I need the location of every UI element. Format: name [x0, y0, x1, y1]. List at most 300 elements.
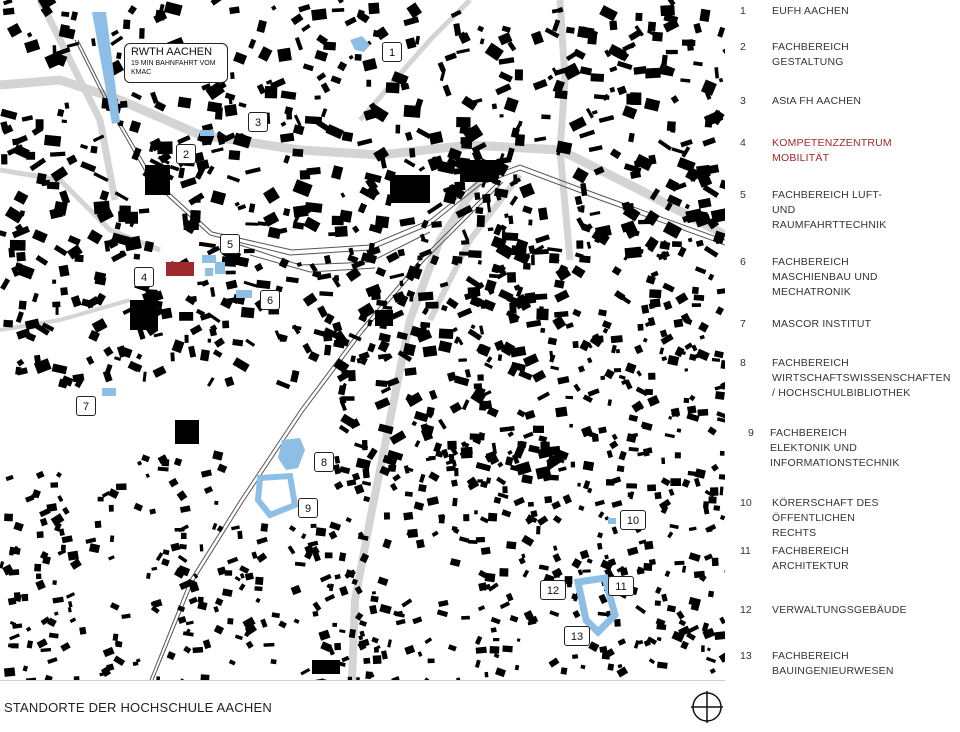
building-footprint: [719, 78, 723, 83]
building-footprint: [133, 661, 139, 666]
building-footprint: [382, 539, 391, 549]
building-footprint: [631, 401, 644, 413]
building-footprint: [696, 240, 704, 247]
building-footprint: [477, 374, 483, 380]
building-footprint: [547, 462, 551, 469]
building-footprint: [329, 531, 338, 540]
building-footprint: [686, 413, 699, 422]
building-footprint: [515, 69, 523, 80]
building-footprint: [103, 346, 113, 356]
building-footprint: [537, 515, 548, 525]
building-footprint: [675, 452, 681, 458]
building-footprint: [724, 569, 725, 576]
building-footprint: [348, 677, 352, 680]
building-footprint: [283, 208, 290, 216]
building-footprint: [619, 451, 627, 461]
building-footprint: [373, 655, 382, 664]
building-footprint: [272, 612, 280, 618]
map-label-3[interactable]: 3: [248, 112, 268, 132]
building-footprint: [367, 343, 376, 353]
building-footprint: [492, 103, 497, 109]
building-footprint: [231, 525, 240, 530]
building-footprint: [643, 338, 648, 343]
building-footprint: [355, 54, 362, 61]
map-label-5[interactable]: 5: [220, 234, 240, 254]
building-footprint: [660, 5, 675, 16]
building-footprint: [498, 354, 502, 361]
legend-number: 7: [740, 318, 746, 330]
building-footprint: [183, 631, 194, 636]
building-footprint: [470, 324, 475, 329]
building-footprint: [443, 85, 452, 97]
building-footprint: [255, 577, 263, 585]
building-footprint: [4, 514, 13, 522]
building-footprint: [193, 647, 204, 653]
building-footprint: [226, 271, 236, 275]
building-footprint: [717, 27, 725, 38]
building-footprint: [207, 377, 215, 387]
building-footprint: [474, 383, 482, 389]
building-footprint: [526, 320, 541, 328]
building-footprint: [658, 139, 672, 151]
building-footprint: [689, 597, 701, 607]
building-footprint: [569, 424, 573, 428]
building-footprint: [26, 152, 35, 160]
building-footprint: [446, 466, 456, 472]
legend-text: KOMPETENZZENTRUM MOBILITÄT: [772, 137, 892, 164]
building-footprint: [719, 180, 725, 190]
building-footprint: [528, 220, 532, 226]
building-footprint: [454, 181, 465, 190]
building-footprint: [622, 295, 625, 299]
building-footprint: [146, 573, 151, 579]
legend-number: 9: [748, 427, 754, 439]
building-footprint: [587, 242, 592, 249]
building-footprint: [52, 302, 60, 308]
building-footprint: [52, 597, 63, 604]
building-footprint: [533, 79, 548, 90]
building-footprint: [602, 651, 611, 660]
building-footprint: [628, 203, 634, 212]
building-footprint: [429, 390, 438, 400]
building-footprint: [558, 466, 567, 471]
building-footprint: [292, 325, 302, 330]
building-footprint: [688, 238, 693, 243]
building-footprint: [80, 161, 96, 172]
building-footprint: [516, 461, 532, 475]
building-footprint: [500, 114, 504, 118]
building-footprint: [358, 203, 367, 214]
building-footprint: [612, 476, 621, 484]
building-footprint: [317, 305, 328, 318]
legend-text: FACHBEREICH WIRTSCHAFTSWISSENSCHAFTEN / HOCHSCHULBIBLIOTHEK: [772, 357, 951, 399]
building-footprint: [575, 252, 584, 258]
building-footprint: [463, 514, 469, 521]
building-footprint: [399, 217, 415, 226]
building-footprint: [406, 2, 422, 18]
building-footprint: [418, 292, 434, 301]
building-footprint: [197, 601, 207, 610]
building-footprint: [10, 240, 26, 251]
legend-number: 4: [740, 137, 746, 149]
building-footprint: [35, 580, 46, 591]
building-footprint: [37, 638, 48, 648]
building-footprint: [292, 149, 303, 157]
building-footprint: [156, 676, 160, 680]
building-footprint: [178, 555, 188, 563]
rwth-callout: [124, 43, 228, 83]
building-footprint: [110, 36, 123, 46]
building-footprint: [5, 206, 24, 223]
building-footprint: [200, 349, 210, 361]
building-footprint: [459, 252, 469, 256]
building-footprint: [475, 660, 481, 668]
building-footprint: [93, 172, 108, 182]
building-footprint: [405, 132, 413, 141]
building-footprint: [554, 311, 568, 318]
building-footprint: [678, 619, 686, 626]
map-label-13[interactable]: 13: [564, 626, 590, 646]
building-footprint: [682, 566, 686, 573]
campus-building-10: [608, 518, 616, 524]
highlight-building-kompetenzzentrum: [166, 262, 194, 276]
campus-building-9: [258, 476, 295, 515]
building-footprint: [303, 63, 314, 71]
building-footprint: [517, 441, 522, 446]
building-footprint: [647, 484, 656, 491]
building-footprint: [286, 277, 299, 284]
building-footprint: [502, 645, 512, 652]
building-footprint: [485, 573, 496, 582]
building-footprint: [476, 647, 487, 654]
building-footprint: [212, 450, 223, 460]
building-footprint: [362, 58, 377, 71]
building-footprint: [682, 479, 691, 488]
building-footprint: [579, 340, 590, 352]
building-footprint: [513, 497, 525, 506]
building-footprint: [553, 553, 562, 562]
building-footprint: [378, 333, 390, 343]
building-footprint: [146, 289, 158, 295]
building-footprint: [174, 458, 182, 466]
building-footprint: [14, 592, 21, 598]
building-footprint: [523, 432, 534, 439]
building-footprint: [188, 346, 196, 358]
map-label-10[interactable]: 10: [620, 510, 646, 530]
legend-text: FACHBEREICH BAUINGENIEURWESEN: [772, 650, 894, 677]
building-footprint: [381, 386, 391, 394]
building-footprint: [340, 192, 345, 198]
building-footprint: [451, 479, 458, 486]
building-footprint: [663, 301, 672, 311]
building-footprint: [339, 210, 352, 223]
building-footprint: [27, 32, 33, 38]
building-footprint: [713, 505, 720, 511]
building-footprint: [453, 23, 461, 36]
building-footprint: [59, 265, 70, 277]
building-footprint: [534, 136, 546, 142]
building-footprint: [404, 465, 410, 474]
building-footprint: [628, 29, 642, 41]
building-footprint: [465, 369, 471, 378]
building-footprint: [571, 462, 575, 468]
building-footprint: [483, 400, 493, 409]
building-footprint: [46, 503, 57, 512]
building-footprint: [217, 525, 224, 532]
building-footprint: [115, 222, 122, 229]
building-footprint: [314, 272, 321, 276]
building-footprint: [565, 322, 573, 329]
building-footprint: [0, 278, 10, 290]
building-footprint: [245, 339, 255, 347]
building-footprint: [363, 496, 370, 502]
building-footprint: [211, 0, 226, 6]
building-footprint: [611, 500, 622, 508]
building-footprint: [458, 358, 467, 362]
building-footprint: [415, 36, 420, 45]
building-footprint: [23, 665, 28, 671]
building-footprint: [60, 287, 68, 295]
building-footprint: [524, 410, 535, 420]
building-footprint: [271, 5, 277, 11]
building-footprint: [682, 40, 695, 47]
building-footprint: [350, 355, 356, 362]
building-footprint: [579, 130, 595, 139]
building-footprint: [478, 260, 482, 265]
building-footprint: [714, 67, 719, 78]
building-footprint: [474, 192, 480, 200]
legend-text: VERWALTUNGSGEBÄUDE: [772, 604, 907, 616]
building-footprint: [522, 570, 529, 578]
building-footprint: [491, 617, 501, 624]
building-footprint: [523, 353, 539, 367]
legend-text: KÖRERSCHAFT DES ÖFFENTLICHEN RECHTS: [772, 497, 879, 539]
building-footprint: [515, 665, 520, 671]
building-footprint: [665, 433, 675, 438]
building-footprint: [666, 50, 678, 54]
building-footprint: [235, 256, 249, 267]
building-footprint: [677, 428, 682, 432]
building-footprint: [92, 318, 108, 333]
building-footprint: [339, 586, 348, 596]
building-footprint: [158, 467, 169, 472]
building-footprint: [506, 541, 516, 549]
building-footprint: [538, 435, 547, 442]
building-footprint: [477, 26, 484, 33]
building-footprint: [177, 490, 188, 501]
building-footprint: [281, 121, 287, 127]
building-footprint: [502, 231, 505, 242]
building-footprint: [719, 474, 725, 480]
map-label-4[interactable]: 4: [134, 267, 154, 287]
building-footprint: [141, 454, 150, 462]
building-footprint: [222, 588, 233, 596]
building-footprint: [348, 370, 356, 381]
building-footprint: [291, 13, 304, 25]
building-footprint: [245, 222, 258, 225]
building-footprint: [143, 372, 147, 382]
building-footprint: [375, 26, 389, 40]
building-footprint: [461, 139, 472, 149]
building-footprint: [654, 492, 661, 499]
building-footprint: [425, 302, 438, 309]
building-footprint: [362, 481, 371, 486]
building-footprint: [222, 321, 229, 329]
legend-text: EUFH AACHEN: [772, 5, 849, 17]
building-footprint: [603, 328, 609, 334]
building-footprint: [580, 66, 592, 75]
building-footprint: [572, 654, 578, 659]
building-footprint: [616, 667, 628, 678]
building-footprint: [717, 417, 725, 423]
building-footprint: [68, 235, 81, 245]
map-label-11[interactable]: 11: [608, 576, 634, 596]
building-footprint: [281, 91, 297, 100]
building-footprint: [113, 656, 125, 667]
building-footprint: [488, 227, 494, 231]
building-footprint: [226, 280, 238, 290]
building-footprint: [212, 523, 217, 530]
building-footprint: [423, 345, 438, 357]
building-footprint: [229, 659, 236, 665]
building-footprint: [551, 501, 561, 510]
building-footprint: [36, 471, 45, 479]
building-footprint: [167, 651, 176, 660]
building-footprint: [213, 349, 223, 358]
building-footprint: [528, 445, 540, 454]
large-building-footprint: [145, 165, 170, 195]
building-footprint: [303, 343, 313, 354]
building-footprint: [334, 481, 343, 490]
building-footprint: [665, 570, 671, 577]
building-footprint: [424, 637, 432, 644]
building-footprint: [103, 370, 113, 382]
building-footprint: [372, 591, 376, 595]
building-footprint: [689, 395, 695, 401]
building-footprint: [235, 635, 243, 641]
building-footprint: [630, 170, 641, 179]
building-footprint: [14, 135, 28, 145]
building-footprint: [645, 389, 653, 395]
building-footprint: [286, 107, 292, 119]
building-footprint: [339, 466, 350, 474]
building-footprint: [707, 527, 712, 532]
large-building-footprint: [175, 420, 199, 444]
building-footprint: [375, 215, 389, 228]
building-footprint: [256, 553, 267, 563]
building-footprint: [536, 526, 540, 534]
building-footprint: [637, 452, 645, 457]
building-footprint: [300, 668, 310, 675]
building-footprint: [689, 552, 701, 562]
building-footprint: [342, 131, 354, 141]
building-footprint: [414, 501, 425, 510]
building-footprint: [629, 447, 639, 452]
building-footprint: [32, 293, 39, 303]
building-footprint: [680, 139, 693, 147]
building-footprint: [3, 0, 13, 5]
building-footprint: [16, 252, 26, 262]
building-footprint: [314, 50, 328, 62]
building-footprint: [417, 255, 422, 260]
building-footprint: [437, 609, 448, 617]
building-footprint: [52, 280, 56, 284]
map-label-1[interactable]: 1: [382, 42, 402, 62]
map-label-2[interactable]: 2: [176, 144, 196, 164]
building-footprint: [227, 557, 238, 565]
building-footprint: [501, 509, 511, 517]
building-footprint: [590, 211, 601, 216]
building-footprint: [68, 601, 73, 607]
legend-text: MASCOR INSTITUT: [772, 318, 872, 330]
building-footprint: [611, 335, 623, 343]
building-footprint: [468, 250, 482, 258]
building-footprint: [170, 165, 180, 171]
building-footprint: [414, 411, 429, 422]
building-footprint: [95, 521, 102, 528]
building-footprint: [128, 5, 137, 15]
legend-number: 8: [740, 357, 746, 369]
legend-number: 2: [740, 41, 746, 53]
building-footprint: [478, 605, 485, 611]
building-footprint: [598, 309, 607, 316]
building-footprint: [251, 551, 257, 559]
building-footprint: [416, 128, 431, 139]
building-footprint: [290, 370, 299, 383]
building-footprint: [650, 298, 661, 307]
building-footprint: [387, 639, 392, 647]
building-footprint: [398, 249, 406, 257]
building-footprint: [476, 462, 491, 471]
building-footprint: [694, 295, 705, 301]
building-footprint: [123, 20, 130, 30]
building-footprint: [563, 494, 572, 504]
building-footprint: [544, 496, 552, 503]
legend-number: 11: [740, 545, 751, 557]
campus-building-3: [200, 130, 214, 136]
building-footprint: [709, 164, 720, 173]
building-footprint: [547, 247, 562, 252]
building-footprint: [175, 528, 185, 532]
building-footprint: [89, 543, 100, 553]
building-footprint: [693, 61, 703, 66]
map-label-8[interactable]: 8: [314, 452, 334, 472]
map-label-12[interactable]: 12: [540, 580, 566, 600]
building-footprint: [294, 619, 300, 624]
building-footprint: [446, 298, 459, 310]
building-footprint: [694, 571, 705, 578]
map-label-6[interactable]: 6: [260, 290, 280, 310]
building-footprint: [24, 39, 40, 53]
building-footprint: [47, 657, 57, 664]
building-footprint: [565, 396, 573, 399]
building-footprint: [134, 503, 143, 512]
building-footprint: [91, 38, 96, 46]
building-footprint: [553, 515, 562, 524]
building-footprint: [258, 46, 273, 62]
building-footprint: [391, 676, 400, 680]
building-footprint: [572, 167, 589, 183]
building-footprint: [533, 293, 548, 300]
building-footprint: [572, 309, 581, 317]
building-footprint: [708, 496, 716, 503]
building-footprint: [316, 678, 325, 680]
map-label-9[interactable]: 9: [298, 498, 318, 518]
building-footprint: [66, 155, 77, 166]
map-label-7[interactable]: 7: [76, 396, 96, 416]
building-footprint: [518, 370, 532, 380]
building-footprint: [699, 9, 710, 22]
